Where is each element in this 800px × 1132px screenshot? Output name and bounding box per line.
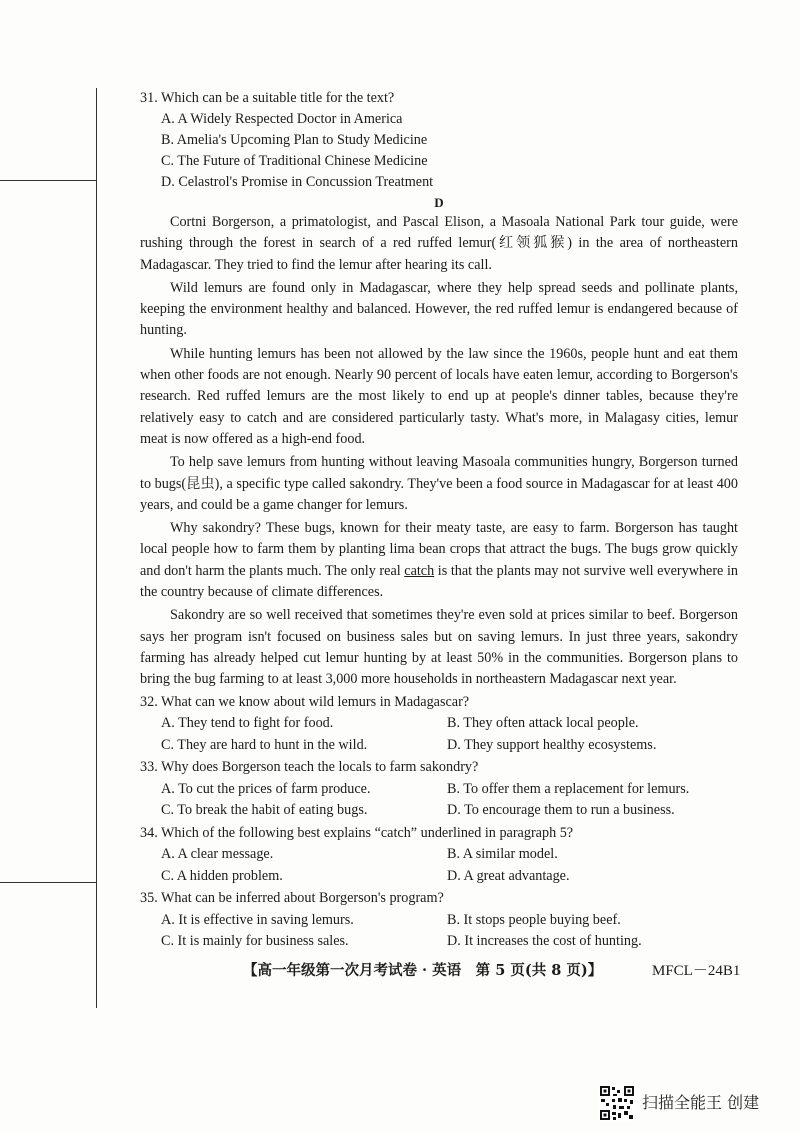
scanner-watermark: 扫描全能王 创建 bbox=[642, 1093, 760, 1112]
option: B. It stops people buying beef. bbox=[447, 911, 621, 928]
question-33 bbox=[140, 757, 738, 822]
question-31 bbox=[140, 88, 738, 193]
question-stem: 34. Which of the following best explains “catch” underlined in paragraph 5? bbox=[140, 824, 574, 841]
paragraph-text: Why sakondry? These bugs, known for their meaty taste, are easy to farm. Borgerson has taught local people how to farm them by planting lima bean crops that attract the bugs. The bugs grow quickly and don't harm the plants much. The only real bbox=[140, 520, 738, 579]
option: A. A clear message. bbox=[161, 846, 274, 863]
option: B. They often attack local people. bbox=[447, 715, 639, 732]
option: D. A great advantage. bbox=[447, 867, 570, 884]
paragraph: To help save lemurs from hunting without leaving Masoala communities hungry, Borgerson turned to bugs(昆虫), a specific type called sakondry. They've been a food source in Madagascar for at least 400 years, and could be a game changer for lemurs. bbox=[140, 454, 738, 513]
option: A. A Widely Respected Doctor in America bbox=[161, 111, 403, 127]
page-footer bbox=[243, 959, 763, 980]
option: A. To cut the prices of farm produce. bbox=[161, 780, 371, 797]
binding-margin-line bbox=[96, 88, 97, 1008]
question-32 bbox=[140, 692, 738, 757]
paragraph: Cortni Borgerson, a primatologist, and Pascal Elison, a Masoala National Park tour guide, were rushing through the forest in search of a red ruffed lemur(红领狐猴) in the area of northeastern Madagascar. They tried to find the lemur after hearing its call. bbox=[140, 214, 738, 273]
option: C. The Future of Traditional Chinese Medicine bbox=[161, 153, 428, 169]
qr-code-icon bbox=[599, 1085, 635, 1121]
option: D. Celastrol's Promise in Concussion Treatment bbox=[161, 174, 434, 190]
option: C. To break the habit of eating bugs. bbox=[161, 802, 368, 819]
underlined-word: catch bbox=[404, 562, 435, 579]
question-34 bbox=[140, 823, 738, 888]
option: C. It is mainly for business sales. bbox=[161, 933, 349, 950]
paragraph: Wild lemurs are found only in Madagascar, where they help spread seeds and pollinate plants, keeping the environment healthy and balanced. However, the red ruffed lemur is endangered because of hunting. bbox=[140, 279, 738, 339]
reading-passage bbox=[140, 212, 738, 691]
question-stem: 35. What can be inferred about Borgerson's program? bbox=[140, 890, 444, 907]
option: B. Amelia's Upcoming Plan to Study Medicine bbox=[161, 132, 428, 148]
paragraph-text: is that the plants may not survive well everywhere in the country because of climate differences. bbox=[140, 562, 738, 601]
option: B. To offer them a replacement for lemurs. bbox=[447, 780, 690, 797]
option: A. They tend to fight for food. bbox=[161, 715, 334, 732]
paragraph bbox=[140, 518, 738, 603]
paper-code: MFCL－24B1 bbox=[652, 963, 741, 979]
question-stem: 32. What can we know about wild lemurs in Madagascar? bbox=[140, 693, 470, 710]
paragraph: While hunting lemurs has been not allowed by the law since the 1960s, people hunt and eat them when other foods are not enough. Nearly 90 percent of locals have eaten lemur, according to Borgerson's research. Red ruffed lemurs are the most likely to end up at people's dinner tables, because they're relatively easy to catch and are considered particularly tasty. What's more, in Malagasy cities, lemur meat is now offered as a high-end food. bbox=[140, 345, 738, 447]
option: C. A hidden problem. bbox=[161, 867, 283, 884]
option: D. To encourage them to run a business. bbox=[447, 802, 675, 819]
binding-tick-bottom bbox=[0, 882, 97, 883]
section-heading: D bbox=[434, 195, 444, 210]
option: D. They support healthy ecosystems. bbox=[447, 736, 657, 753]
paragraph: Sakondry are so well received that sometimes they're even sold at prices similar to beef. Borgerson says her program isn't focused on business sales but on saving lemurs. In just three years, sakondry farming has already helped cut lemur hunting by at least 50% in the communities. Borgerson plans to bring the bug farming to at least 3,000 more households in northeastern Madagascar next year. bbox=[140, 607, 738, 688]
footer-title: 【高一年级第一次月考试卷 · 英语 第 5 页(共 8 页)】 bbox=[243, 962, 603, 979]
question-stem: 31. Which can be a suitable title for the text? bbox=[140, 90, 395, 106]
option: A. It is effective in saving lemurs. bbox=[161, 911, 354, 928]
binding-tick-top bbox=[0, 180, 97, 181]
option: C. They are hard to hunt in the wild. bbox=[161, 736, 368, 753]
exam-page bbox=[140, 88, 738, 953]
question-stem: 33. Why does Borgerson teach the locals to farm sakondry? bbox=[140, 759, 479, 776]
option: D. It increases the cost of hunting. bbox=[447, 933, 642, 950]
question-35 bbox=[140, 888, 738, 953]
option: B. A similar model. bbox=[447, 846, 558, 863]
